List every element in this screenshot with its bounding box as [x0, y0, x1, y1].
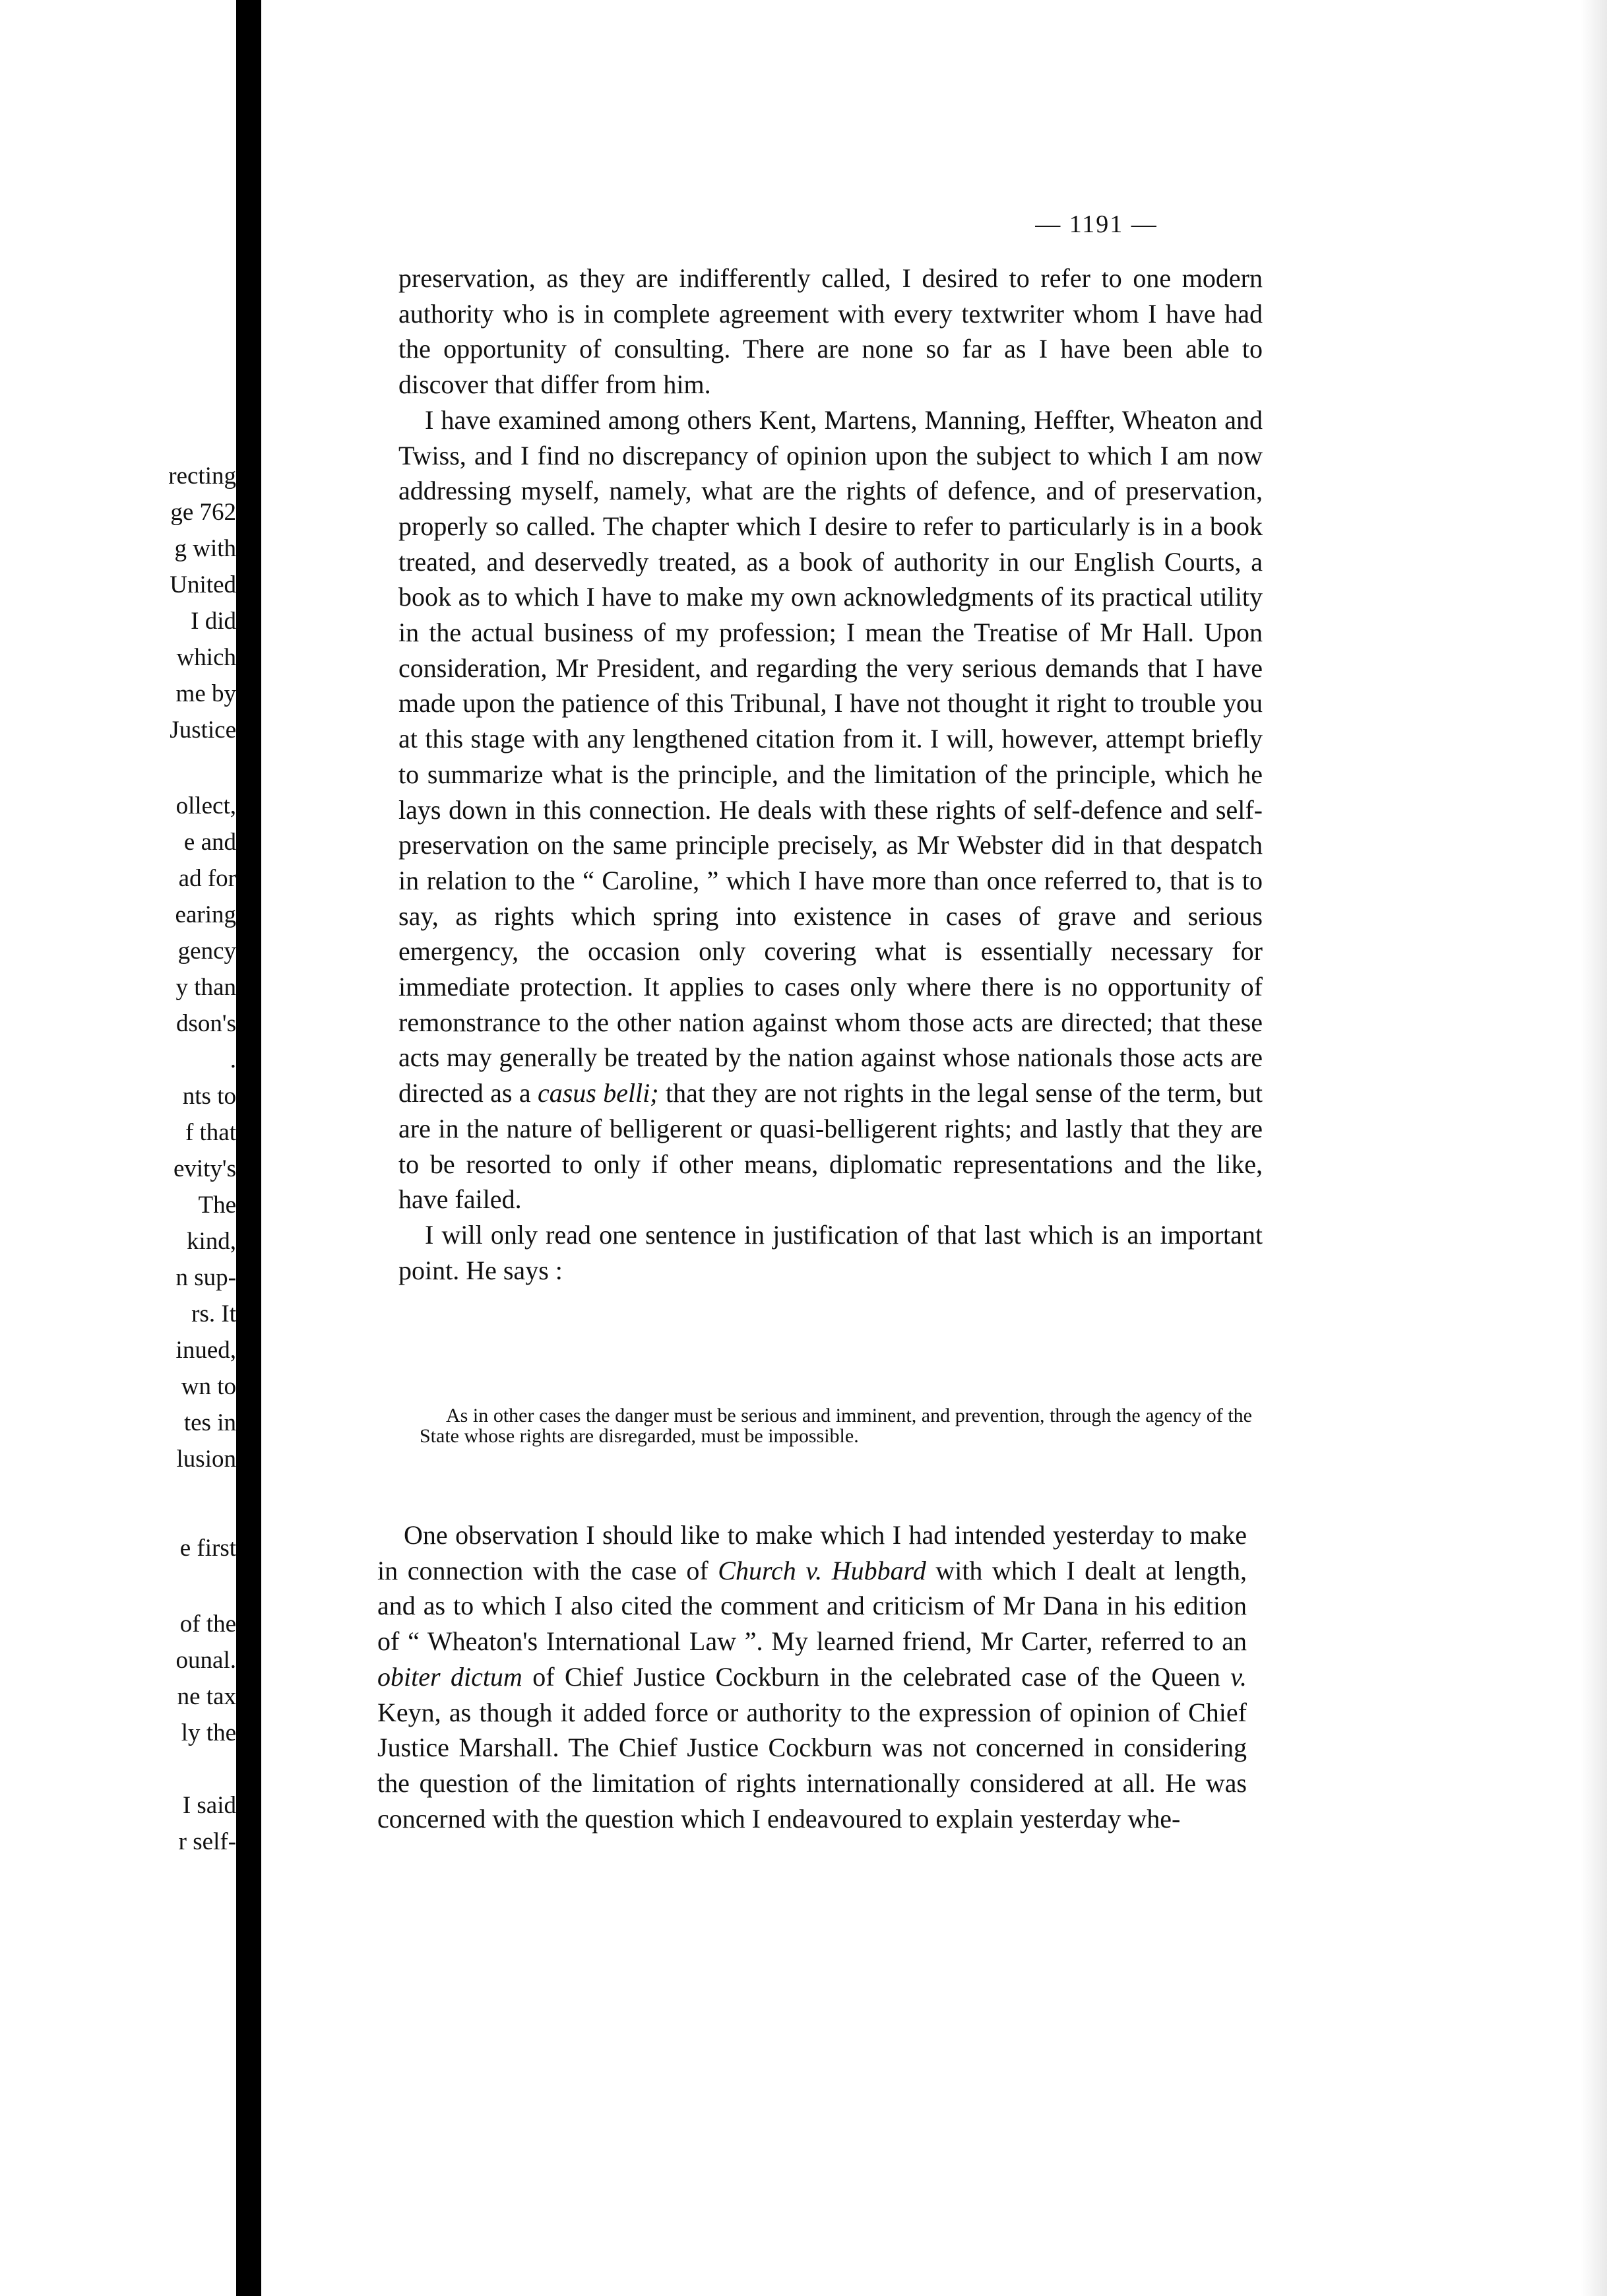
page-edge-shadow — [1581, 0, 1607, 2296]
left-line: n sup- — [175, 1264, 236, 1291]
paragraph-1: preservation, as they are indifferently called, I desired to refer to one modern authority who is in complete agreement with every textwriter whom I have had the opportunity of consulting. There are none so far as I have been able to discover that differ from him. — [398, 263, 1263, 400]
left-page-fragment — [0, 0, 236, 2296]
left-line: evity's — [173, 1155, 236, 1182]
paragraph-4-text: of Chief Justice Cockburn in the celebrated case of the Queen — [532, 1661, 1220, 1692]
case-name-italic: Church v. Hubbard — [718, 1555, 926, 1585]
page-gutter — [236, 0, 261, 2296]
left-line: wn to — [181, 1373, 236, 1400]
paragraph-2-text-end: that they are not rights in the legal sense of the term, but are in the nature of belligerent or quasi-belligerent rights; and lastly that they are to be resorted to only if other means, diplomatic representations and the like, have failed. — [398, 1078, 1263, 1215]
left-line: r self- — [178, 1828, 236, 1855]
page-number: — 1191 — — [1035, 210, 1158, 238]
paragraph-3: I will only read one sentence in justification of that last which is an important point. He says : — [398, 1219, 1263, 1285]
casus-belli-italic: casus belli; — [537, 1078, 659, 1108]
main-page — [261, 0, 1607, 2296]
body-text-upper — [398, 261, 1263, 1288]
left-line: e and — [183, 829, 236, 856]
paragraph-4-text: with which I dealt at length, and as to which I also cited the comment and criticism of Mr Dana in his edition of “ Wheaton's International Law ”. My learned friend, Mr Carter, referred to an — [377, 1555, 1247, 1657]
left-line: ge 762 — [170, 499, 236, 526]
paragraph-2 — [398, 402, 1263, 1217]
left-line: y than — [175, 974, 236, 1001]
left-line: of the — [179, 1610, 236, 1638]
body-text-lower — [377, 1517, 1247, 1836]
obiter-dictum-italic: obiter dictum — [377, 1661, 522, 1692]
left-line: I said — [182, 1792, 236, 1819]
left-line: ollect, — [175, 792, 236, 819]
paragraph-2-text: I have examined among others Kent, Martens, Manning, Heffter, Wheaton and Twiss, and I find no discrepancy of opinion upon the subject to which I am now addressing myself, namely, what are the rights of defence, and of preservation, properly so called. The chapter which I desire to refer to particularly is in a book treated, and deservedly treated, as a book of authority in our English Courts, a book as to which I have to make my own acknowledgments of its practical utility in the actual business of my profession; I mean the Treatise of Mr Hall. Upon consideration, Mr President, and regarding the very serious demands that I have made upon the patience of this Tribunal, I have not thought it right to trouble you at this stage with any lengthened citation from it. I will, however, attempt briefly to summarize what is the principle, and the limitation of the principle, which he lays down in this connection. He deals with these rights of self-defence and self-preservation on the same principle precisely, as Mr Webster did in that despatch in relation to the “ Caroline, ” which I have more than once referred to, that is to say, as rights which spring into existence in cases of grave and serious emergency, the occasion only covering what is essentially necessary for immediate protection. It applies to cases only where there is no opportunity of remonstrance to the other nation against whom those acts are directed; that these acts may generally be treated by the nation against whose nationals those acts are directed as a — [398, 404, 1263, 1108]
left-line: ne tax — [177, 1683, 236, 1710]
left-line: lusion — [176, 1446, 236, 1473]
left-line: ad for — [178, 865, 236, 892]
left-line: me by — [175, 680, 236, 707]
left-line: kind, — [186, 1228, 236, 1255]
left-line: nts to — [182, 1083, 236, 1110]
left-line: tes in — [183, 1409, 236, 1436]
left-line: g with — [174, 535, 236, 562]
left-line: which — [176, 644, 236, 671]
left-line: f that — [185, 1119, 236, 1146]
left-line: I did — [191, 608, 236, 635]
quote-text: As in other cases the danger must be serious and imminent, and prevention, through the agency of the State whose rights are disregarded, must be impossible. — [420, 1405, 1252, 1447]
left-line: inued, — [175, 1337, 236, 1364]
left-line: ounal. — [175, 1647, 236, 1674]
left-line: ly the — [181, 1719, 236, 1746]
left-line: dson's — [176, 1010, 236, 1037]
left-line: rs. It — [191, 1300, 236, 1327]
left-line: recting — [168, 462, 236, 490]
left-line: The — [198, 1192, 236, 1219]
versus-italic: v. — [1230, 1661, 1247, 1692]
left-line: earing — [175, 901, 236, 928]
left-line: United — [170, 571, 236, 598]
left-line: e first — [179, 1535, 236, 1562]
paragraph-4-text: One observation I should like to make which I had intended yesterday to make in connection with the case of — [377, 1520, 1247, 1585]
block-quote — [420, 1405, 1252, 1446]
paragraph-4 — [377, 1517, 1247, 1836]
left-line: Justice — [170, 717, 236, 744]
left-line: . — [230, 1046, 236, 1073]
left-line: gency — [177, 938, 236, 965]
paragraph-4-text-end: Keyn, as though it added force or authority to the expression of opinion of Chief Justice Marshall. The Chief Justice Cockburn was not concerned in considering the question of the limitation of rights internationally considered at all. He was concerned with the question which I endeavoured to explain yesterday whe- — [377, 1697, 1247, 1834]
